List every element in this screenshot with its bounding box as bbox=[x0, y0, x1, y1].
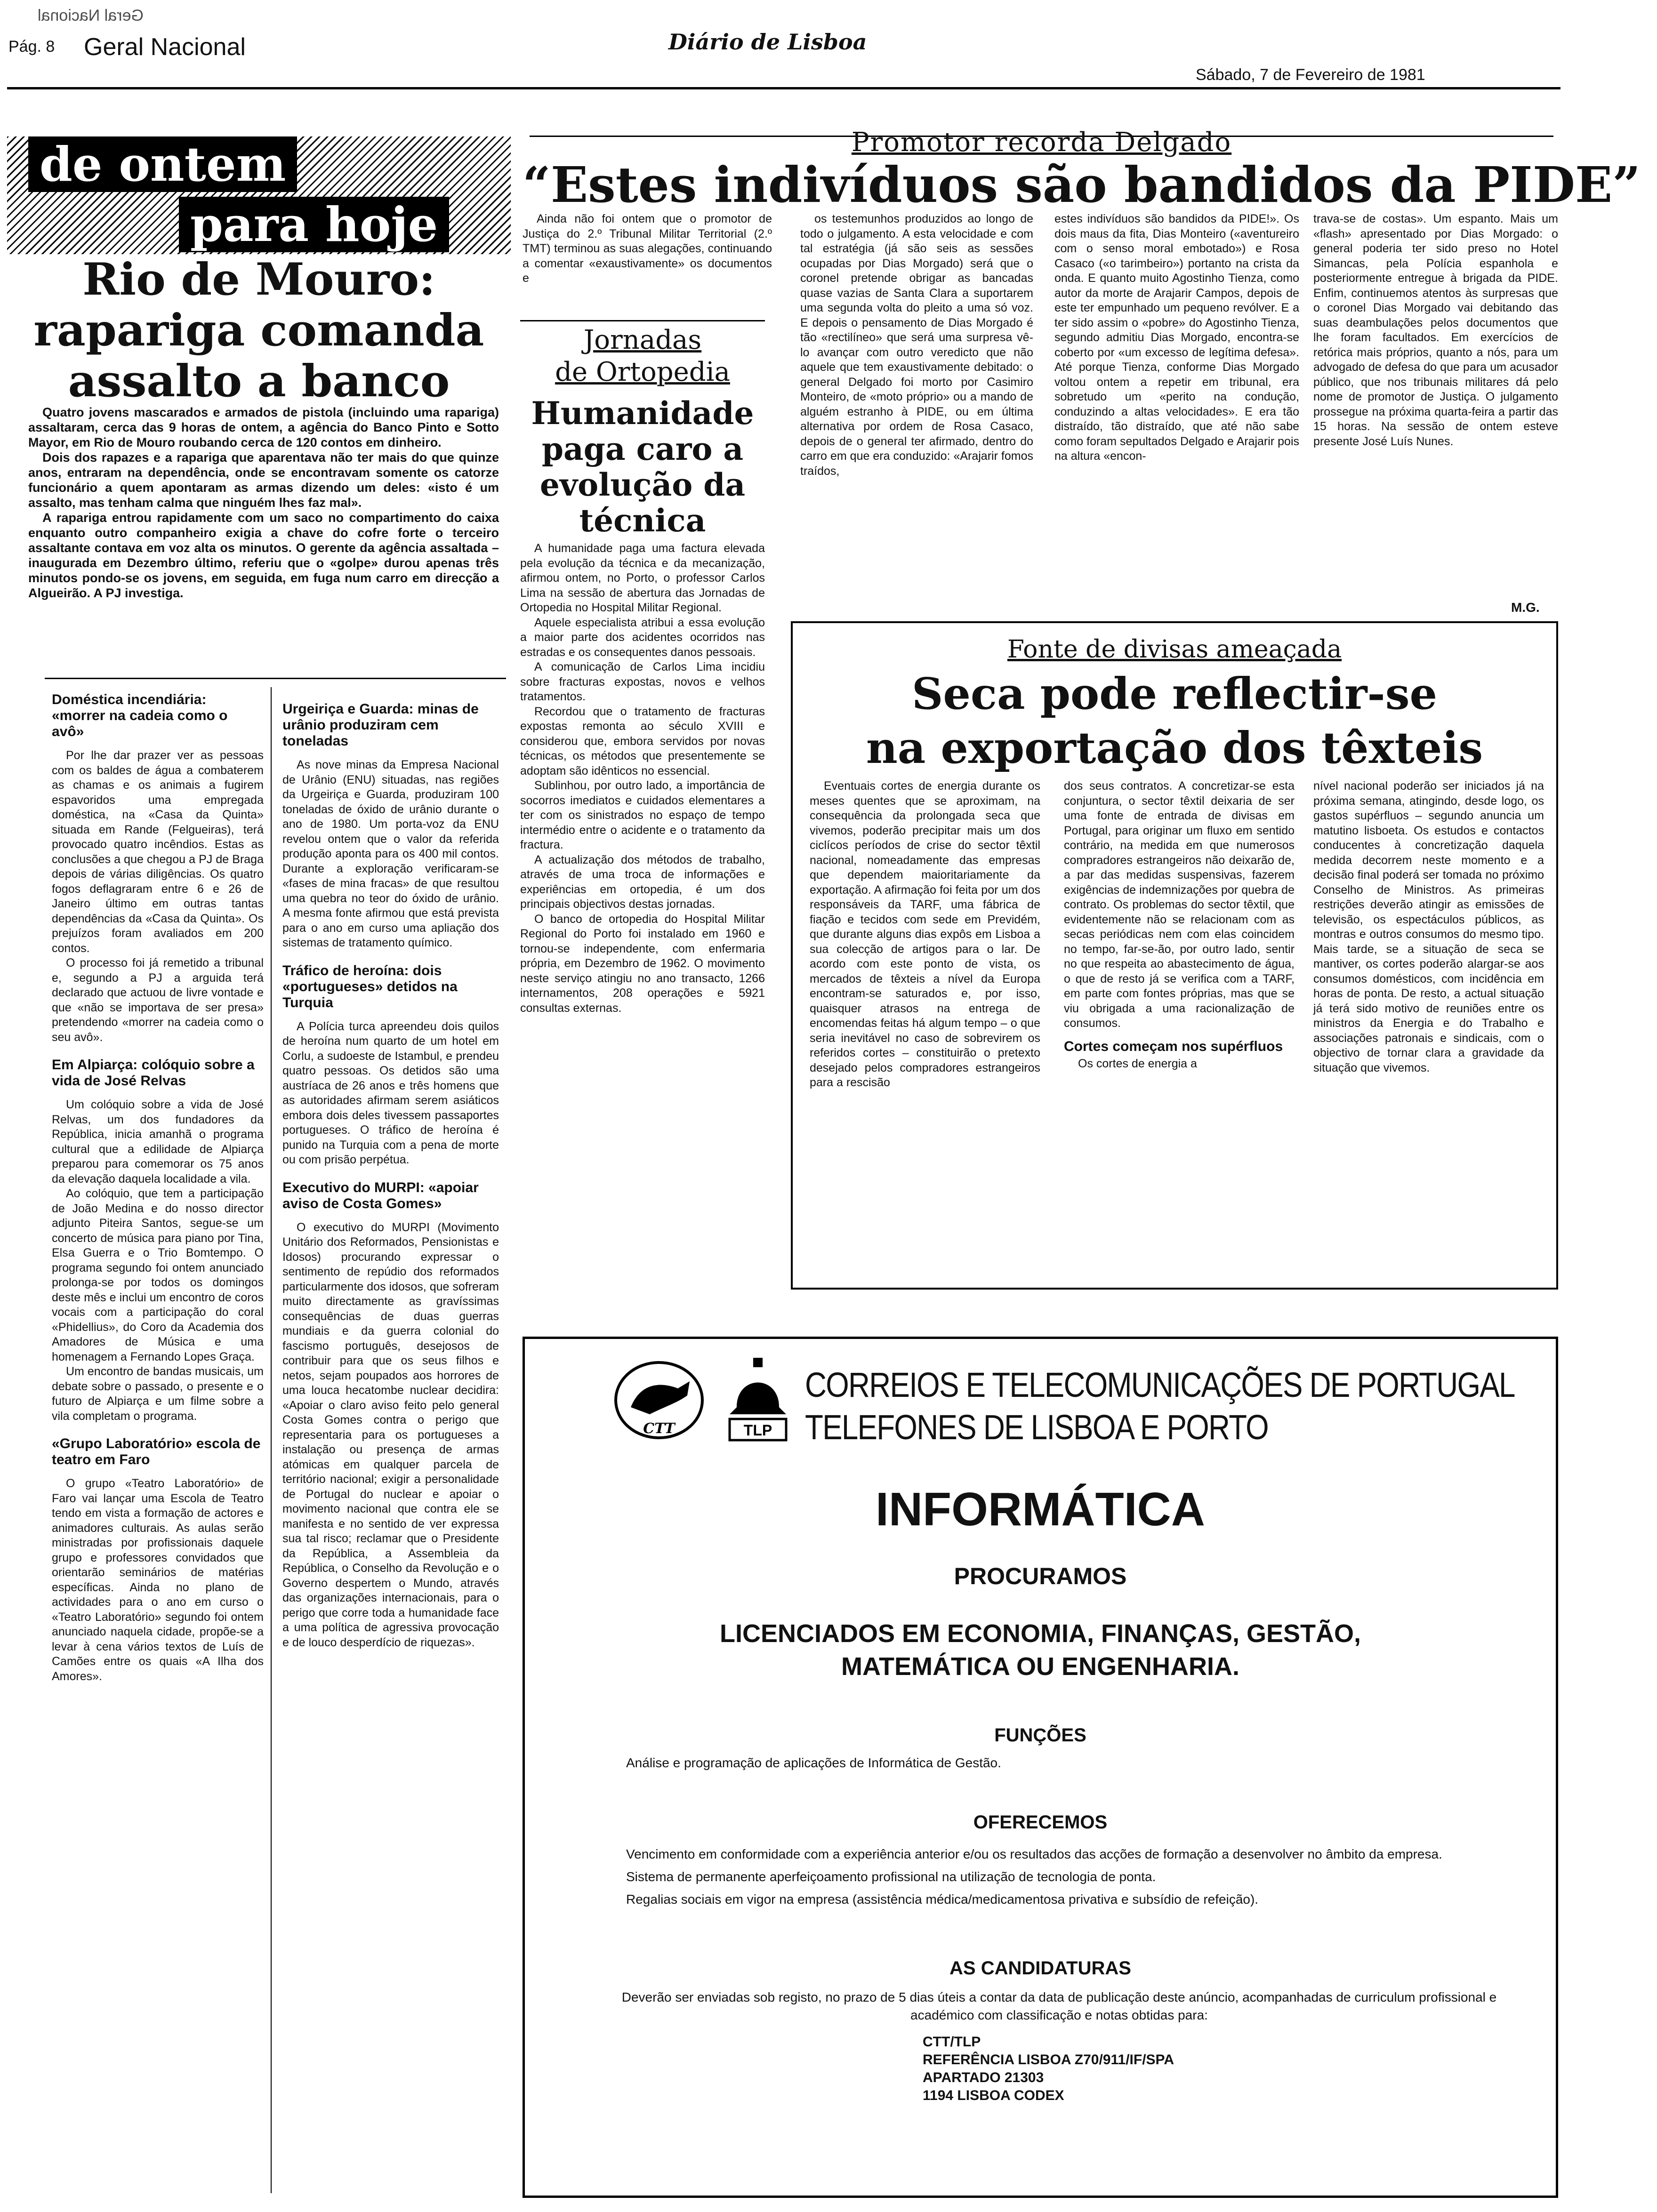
urgeirica-title: Urgeiriça e Guarda: minas de urânio produziram cem toneladas bbox=[282, 701, 479, 749]
domestica-title: Doméstica incendiária: «morrer na cadeia como o avô» bbox=[52, 692, 228, 739]
trafico-title: Tráfico de heroína: dois «portugueses» detidos na Turquia bbox=[282, 962, 458, 1010]
seca-headline-2: na exportação dos têxteis bbox=[866, 722, 1483, 773]
page-date: Sábado, 7 de Fevereiro de 1981 bbox=[1196, 66, 1425, 84]
urgeirica-body: As nove minas da Empresa Nacional de Urânio (ENU) situadas, nas regiões da Urgeiriça e Guarda, produziram 100 toneladas de óxido de urânio durante o ano de 1980. Um porta-voz da ENU revelou ontem que o valor da referida produção aponta para os 400 mil contos. Durante a exploração verificaram-se «fases de mina fracas» de que resultou uma quebra no teor do óxido de urânio. A mesma fonte afirmou que está prevista para o ano em curso uma apliação dos sistemas de tratamento químico. bbox=[282, 758, 499, 949]
grupo-body: O grupo «Teatro Laboratório» de Faro vai lançar uma Escola de Teatro tendo em vista a formação de actores e animadores culturais. As aulas serão ministradas por profissionais daquele grupo e professores convidados que orientarão seminários de matérias específicas. Ainda no plano de actividades para o ano em curso o «Teatro Laboratório» segundo foi ontem anunciado naquela cidade, propõe-se a levar à cena vários textos de Luís de Camões entre os quais «A Ilha dos Amores». bbox=[52, 1477, 264, 1683]
pide-headline: “Estes indivíduos são bandidos da PIDE” bbox=[523, 156, 1641, 214]
seca-col3: nível nacional poderão ser iniciados já na próxima semana, atingindo, desde logo, os gastos supérfluos – segundo anuncia um matutino lisboeta. Os estudos e contactos conducentes à concretização daquela medida decorrem neste momento e a decisão final poderá ser tomada no próximo Conselho de Ministros. As primeiras restrições deverão atingir as emissões de televisão, os espectáculos públicos, as montras e outros consumos do mesmo tipo. Mais tarde, se a situação de seca se mantiver, os cortes poderão alargar-se aos consumos domésticos, com incidência em horas de ponta. De resto, a actual situação já terá sido motivo de reuniões entre os ministros da Energia e do Trabalho e associações patronais e sindicais, com o objectivo de tornar clara a gravidade da situação que vivemos. bbox=[1313, 779, 1544, 1074]
ad-org-line2: TELEFONES DE LISBOA E PORTO bbox=[805, 1408, 1268, 1447]
pide-signature: M.G. bbox=[1511, 600, 1540, 615]
tlp-bell-logo-icon bbox=[723, 1355, 793, 1445]
orto-rule bbox=[520, 320, 765, 321]
murpi-body: O executivo do MURPI (Movimento Unitário dos Reformados, Pensionistas e Idosos) procurando expressar o sentimento de repúdio dos reformados particularmente dos idosos, que sofreram muito directamente as gravíssimas consequências de duas guerras mundiais e da guerra colonial do fascismo português, desejosos de contribuir para que os seus filhos e netos, sejam poupados aos horrores de uma louca hecatombe nuclear decidira: «Apoiar o claro aviso feito pelo general Costa Gomes contra o perigo que representaria para os portugueses a instalação ou presença de armas atómicas em qualquer parcela de território nacional; exigir a personalidade de Portugal do nuclear e apoiar o movimento nacional que contra ele se manifesta e no sentido de ver expressa sua tal risco; reclamar que o Presidente da República, a Assembleia da República, o Conselho da Revolução e o Governo despertem o Mundo, através das organizações internacionais, para o perigo que corre toda a humanidade face a uma política de agressiva provocação e de louco desperdício de riquezas». bbox=[282, 1220, 499, 1649]
pide-col1: Ainda não foi ontem que o promotor de Justiça do 2.º Tribunal Militar Territorial (2.º TMT) terminou as suas alegações, continuando a comentar «exaustivamente» os documentos e bbox=[523, 212, 772, 285]
seca-subheading: Cortes começam nos supérfluos bbox=[1064, 1038, 1283, 1054]
pide-col2: os testemunhos produzidos ao longo de todo o julgamento. A esta velocidade e com tal estratégia (já são seis as sessões ocupadas por Dias Morgado) será que o coronel pretende obrigar as bancadas quase vazias de Santa Clara a suportarem uma segunda volta do pleito a uma só voz. E depois o pensamento de Dias Morgado é tão «rectilíneo» que será uma surpresa vê-lo avançar com outro veredicto que não aquele que tem exaustivamente debitado: o general Delgado foi morto por Casimiro Monteiro, de «moto próprio» ou a mando de alguém estranho à PIDE, ou em última alternativa por ordem de Rosa Casaco, depois de o general ter afirmado, dentro do carro em que era conduzido: «Arajarir fomos traídos, bbox=[800, 212, 1033, 478]
ctt-logo-text: CTT bbox=[643, 1420, 675, 1437]
col2 bbox=[282, 701, 499, 1650]
alpiarca-title: Em Alpiarça: colóquio sobre a vida de José Relvas bbox=[52, 1057, 255, 1089]
orto-body: A humanidade paga uma factura elevada pela evolução da técnica e da mecanização, afirmou ontem, no Porto, o professor Carlos Lima na sessão de abertura das Jornadas de Ortopedia no Hospital Militar Regional. Aquele especialista atribui a essa evolução a maior parte dos acidentes ocorridos nas estradas e os consequentes danos pessoais. A comunicação de Carlos Lima incidiu sobre fracturas expostas, novos e velhos tratamentos. Recordou que o tratamento de fracturas expostas remonta ao século XVIII e considerou que, embora servidos por novas técnicas, os métodos que presentemente se adoptam são idênticos no essencial. Sublinhou, por outro lado, a importância de socorros imediatos e cuidados elementares a ter com os sinistrados no espaço de tempo intermédio entre o acidente e o tratamento da fractura. A actualização dos métodos de trabalho, através de uma troca de informações e experiências em ortopedia, é um dos principais objectivos destas jornadas. O banco de ortopedia do Hospital Militar Regional do Porto foi instalado em 1960 e tornou-se independente, com enfermaria própria, em Dezembro de 1962. O movimento neste serviço atingiu no ano transacto, 1266 internamentos, 208 operações e 5921 consultas externas. bbox=[520, 542, 765, 1015]
mouro-headline: Rio de Mouro: rapariga comanda assalto a banco bbox=[33, 254, 484, 407]
grupo-title: «Grupo Laboratório» escola de teatro em Faro bbox=[52, 1436, 261, 1467]
ad-address: CTT/TLP REFERÊNCIA LISBOA Z70/911/IF/SPA APARTADO 21303 1194 LISBOA CODEX bbox=[923, 2034, 1174, 2103]
seca-col1: Eventuais cortes de energia durante os meses quentes que se aproximam, na consequência da prolongada seca que vivemos, poderão precipitar mais um dos ciclícos períodos de crise do sector têxtil nacional, nomeadamente das empresas que dependem maioritariamente da exportação. A afirmação foi feita por um dos responsáveis da TARF, uma fábrica de fiação e tecidos com sede em Previdém, que durante alguns dias expôs em Lisboa a sua colecção de artigos para o lar. De acordo com este ponto de vista, os mercados de têxteis a nível da Europa encontram-se saturados e, por isso, quaisquer atrasos na entrega de encomendas feitas há algum tempo – o que seria inevitável no caso de sobrevirem os referidos cortes – constituirão o pretexto desejado pelos compradores estrangeiros para a rescisão bbox=[810, 779, 1040, 1089]
paper-name: Diário de Lisboa bbox=[668, 29, 867, 55]
ctt-horse-logo-icon bbox=[612, 1355, 706, 1445]
ad-requirement-1: LICENCIADOS EM ECONOMIA, FINANÇAS, GESTÃO, bbox=[719, 1619, 1361, 1648]
mouro-body: Quatro jovens mascarados e armados de pistola (incluindo uma rapariga) assaltaram, cerca das 9 horas de ontem, a agência do Banco Pinto e Sotto Mayor, em Rio de Mouro roubando cerca de 120 contos em dinheiro. Dois dos rapazes e a rapariga que aparentava não ter mais do que quinze anos, entraram na dependência, onde se encontravam somente os catorze funcionário a quem apontaram as armas dizendo um deles: «isto é um assalto, mas tenham calma que ninguém lhes faz mal». A rapariga entrou rapidamente com um saco no compartimento do caixa enquanto outro companheiro exigia a chave do cofre forte o terceiro assaltante contava em voz alta os minutos. O gerente da agência assaltada – inaugurada em Dezembro último, referiu que o «golpe» durou apenas três minutos pondo-se os jovens, em seguida, em fuga num carro em direcção a Algueirão. A PJ investiga. bbox=[28, 405, 499, 600]
mouro-rule bbox=[45, 678, 506, 679]
pide-col3: estes indivíduos são bandidos da PIDE!». Os dois maus da fita, Dias Monteiro («aventureiro com o senso moral embotado») e Rosa Casaco («o tarimbeiro») portanto na crista da onda. E quanto muito Agostinho Tienza, como autor da morte de Arajarir Campos, depois de este ter empunhado um pequeno revólver. E a ter sido assim o «pobre» do Agostinho Tienza, segundo admitiu Dias Morgado, encontra-se coberto por «um excesso de legítima defesa». Até porque Tienza, conforme Dias Morgado voltou ontem a repetir em tribunal, era sobretudo um «perito na condução, conduzindo a altas velocidades». E era tão distraído, tão distraído, que até não sabe como foram sepultados Delgado e Arajarir pois na altura «encon- bbox=[1054, 212, 1299, 463]
ad-funcoes-heading: FUNÇÕES bbox=[994, 1725, 1086, 1746]
seca-headline-1: Seca pode reflectir-se bbox=[911, 668, 1438, 719]
tlp-logo-text: TLP bbox=[743, 1422, 772, 1439]
banner-line1: de ontem bbox=[28, 136, 297, 192]
domestica-body: Por lhe dar prazer ver as pessoas com os baldes de água a combaterem as chamas e os animais a fugirem espavoridos uma empregada doméstica, na «Casa da Quinta» situada em Rande (Felgueiras), terá provocado quatro incêndios. Estas as conclusões a que chegou a PJ de Braga depois de várias diligências. Os quatro fogos deflagraram entre 6 e 26 de Janeiro último em outras tantas dependências da «Casa da Quinta». Os prejuízos foram avaliados em 200 contos. O processo foi já remetido a tribunal e, segundo a PJ a arguida terá declarado que actuou de livre vontade e que «não se importava de ser presa» pretendendo «morrer na cadeia como o seu avô». bbox=[52, 749, 264, 1044]
ad-org-line1: CORREIOS E TELECOMUNICAÇÕES DE PORTUGAL bbox=[805, 1365, 1515, 1404]
page-number: Pág. 8 bbox=[8, 38, 55, 56]
ad-procuramos: PROCURAMOS bbox=[954, 1563, 1127, 1589]
orto-headline: Humanidade paga caro a evolução da técnica bbox=[531, 395, 754, 539]
murpi-title: Executivo do MURPI: «apoiar aviso de Costa Gomes» bbox=[282, 1179, 479, 1211]
seca-col2: dos seus contratos. A concretizar-se esta conjuntura, o sector têxtil deixaria de ser uma fonte de entrada de divisas em Portugal, para originar um fluxo em sentido contrário, na medida em que numerosos compradores estrangeiros não deixarão de, a par das medidas suspensivas, fazerem exigências de indemnizações por quebra de contrato. Os problemas do sector têxtil, que evidentemente não se relacionam com as secas periódicas nem com elas coincidem no tempo, far-se-ão, por outro lado, sentir no que respeita ao abastecimento de água, o que de resto já se verifica com a TARF, em parte com fontes próprias, mas que se viu obrigada a uma racionalização de consumos. Cortes começam nos supérfluos Os cortes de energia a bbox=[1064, 779, 1295, 1070]
banner-line2: para hoje bbox=[179, 197, 449, 252]
trafico-body: A Polícia turca apreendeu dois quilos de heroína num quarto de um hotel em Corlu, a sudoeste de Istambul, e prendeu quatro pessoas. Os detidos são uma austríaca de 26 anos e três homens que as autoridades afirmam serem asiáticos embora dois deles tivessem passaportes portugueses. O tráfico de heroína é punido na Turquia com a pena de morte ou com prisão perpétua. bbox=[282, 1019, 499, 1166]
masthead-rule bbox=[7, 87, 1560, 89]
mirrored-header-text: Geral Nacional bbox=[38, 7, 144, 24]
ad-oferecemos-heading: OFERECEMOS bbox=[973, 1812, 1108, 1833]
section-name: Geral Nacional bbox=[84, 33, 246, 61]
ad-candidaturas-text: Deverão ser enviadas sob registo, no prazo de 5 dias úteis a contar da data de publicação deste anúncio, acompanhadas de curriculum profissional e académico com classificação e notas obtidas para: bbox=[621, 1990, 1497, 2022]
pide-kicker: Promotor recorda Delgado bbox=[851, 127, 1232, 158]
ad-title: INFORMÁTICA bbox=[876, 1483, 1205, 1536]
col1 bbox=[52, 692, 264, 1684]
seca-kicker: Fonte de divisas ameaçada bbox=[1007, 635, 1342, 664]
col-divider-left bbox=[271, 687, 272, 2193]
pide-col4: trava-se de costas». Um espanto. Mais um «flash» apresentado por Dias Morgado: o general poderia ter sido preso no Hotel Simancas, pela Polícia espanhola e posteriormente entregue à brigada da PIDE. Enfim, continuemos atentos às surpresas que o coronel Dias Morgado vai debitando das suas deambulações pelos documentos que lhe foram facultados. Em exercícios de retórica mais próprios, quanto a nós, para um advogado de defesa do que para um acusador público, que nos tribunais militares dá pelo nome de promotor de Justiça. O julgamento prossegue na próxima quarta-feira a partir das 15 horas. Na sessão de ontem esteve presente José Luís Nunes. bbox=[1313, 212, 1558, 448]
alpiarca-body: Um colóquio sobre a vida de José Relvas, um dos fundadores da República, inicia amanhã o programa cultural que a edilidade de Alpiarça preparou para comemorar os 75 anos da elevação daquela localidade a vila. Ao colóquio, que tem a participação de João Medina e do nosso director adjunto Piteira Santos, segue-se um concerto de música para piano por Tina, Elsa Guerra e o Trio Bomtempo. O programa segundo foi ontem anunciado prolonga-se por todos os domingos deste mês e inclui um encontro de coros vocais com a participação do coral «Phidellius», do Coro da Academia dos Amadores de Música e uma homenagem a Fernando Lopes Graça. Um encontro de bandas musicais, um debate sobre o passado, o presente e o futuro de Alpiarça e um filme sobre a vila completam o programa. bbox=[52, 1098, 264, 1423]
ad-oferecemos-list: Vencimento em conformidade com a experiência anterior e/ou os resultados das acções de formação a desenvolver no âmbito da empresa. Sistema de permanente aperfeiçoamento profissional na utilização de tecnologia de ponta. Regalias sociais em vigor na empresa (assistência médica/medicamentosa privativa e subsídio de refeição). bbox=[626, 1847, 1442, 1907]
ad-funcoes-text: Análise e programação de aplicações de Informática de Gestão. bbox=[626, 1755, 1001, 1770]
orto-kicker2: de Ortopedia bbox=[555, 357, 730, 387]
ad-requirement-2: MATEMÁTICA OU ENGENHARIA. bbox=[841, 1652, 1239, 1681]
ad-candidaturas-heading: AS CANDIDATURAS bbox=[949, 1958, 1131, 1979]
orto-kicker1: Jornadas bbox=[583, 325, 702, 355]
